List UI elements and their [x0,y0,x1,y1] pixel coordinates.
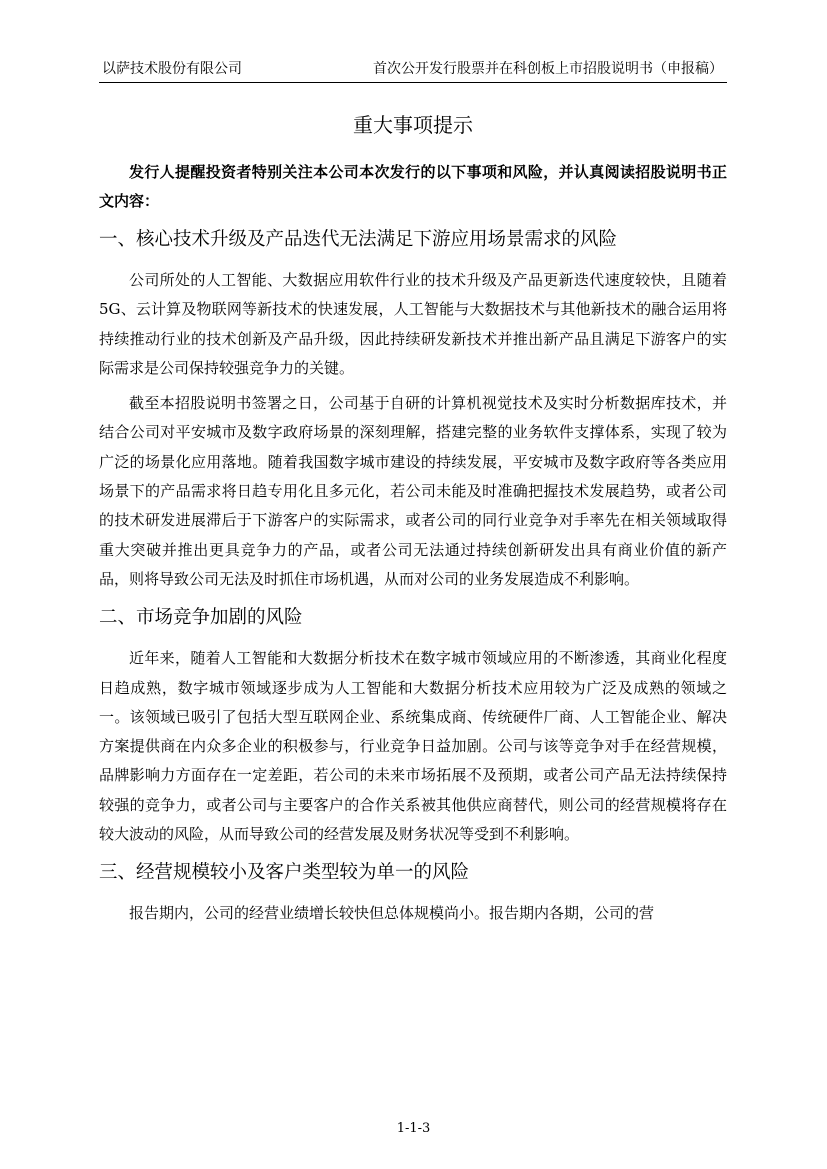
page-content [99,102,727,935]
section-heading-3: 三、经营规模较小及客户类型较为单一的风险 [99,862,470,884]
section-2-paragraph-1: 近年来，随着人工智能和大数据分析技术在数字城市领域应用的不断渗透，其商业化程度日趋成熟，数字城市领域逐步成为人工智能和大数据分析技术应用较为广泛及成熟的领域之一。该领域已吸引了包括大型互联网企业、系统集成商、传统硬件厂商、人工智能企业、解决方案提供商在内众多企业的积极参与，行业竞争日益加剧。公司与该等竞争对手在经营规模，品牌影响力方面存在一定差距，若公司的未来市场拓展不及预期，或者公司产品无法持续保持较强的竞争力，或者公司与主要客户的合作关系被其他供应商替代，则公司的经营规模将存在较大波动的风险，从而导致公司的经营发展及财务状况等受到不利影响。 [99,649,727,844]
section-1-paragraph-1: 公司所处的人工智能、大数据应用软件行业的技术升级及产品更新迭代速度较快，且随着 5G、云计算及物联网等新技术的快速发展，人工智能与大数据技术与其他新技术的融合运用将持续推动行业的技术创新及产品升级，因此持续研发新技术并推出新产品且满足下游客户的实际需求是公司保持较强竞争力的关键。 [99,271,727,377]
section-heading-1: 一、核心技术升级及产品迭代无法满足下游应用场景需求的风险 [99,229,618,250]
running-header [99,58,727,83]
intro-notice: 发行人提醒投资者特别关注本公司本次发行的以下事项和风险，并认真阅读招股说明书正文内容： [99,163,727,210]
header-company-name: 以萨技术股份有限公司 [102,61,242,77]
section-3-paragraph-1: 报告期内，公司的经营业绩增长较快但总体规模尚小。报告期内各期，公司的营 [129,904,655,923]
header-document-title: 首次公开发行股票并在科创板上市招股说明书（申报稿） [373,61,723,77]
section-heading-2: 二、市场竞争加剧的风险 [99,607,303,629]
page-title: 重大事项提示 [353,113,473,137]
page-number: 1-1-3 [396,1121,431,1136]
section-1-paragraph-2: 截至本招股说明书签署之日，公司基于自研的计算机视觉技术及实时分析数据库技术，并结合公司对平安城市及数字政府场景的深刻理解，搭建完整的业务软件支撑体系，实现了较为广泛的场景化应用落地。随着我国数字城市建设的持续发展，平安城市及数字政府等各类应用场景下的产品需求将日趋专用化且多元化，若公司未能及时准确把握技术发展趋势，或者公司的技术研发进展滞后于下游客户的实际需求，或者公司的同行业竞争对手率先在相关领域取得重大突破并推出更具竞争力的产品，或者公司无法通过持续创新研发出具有商业价值的新产品，则将导致公司无法及时抓住市场机遇，从而对公司的业务发展造成不利影响。 [99,394,727,588]
